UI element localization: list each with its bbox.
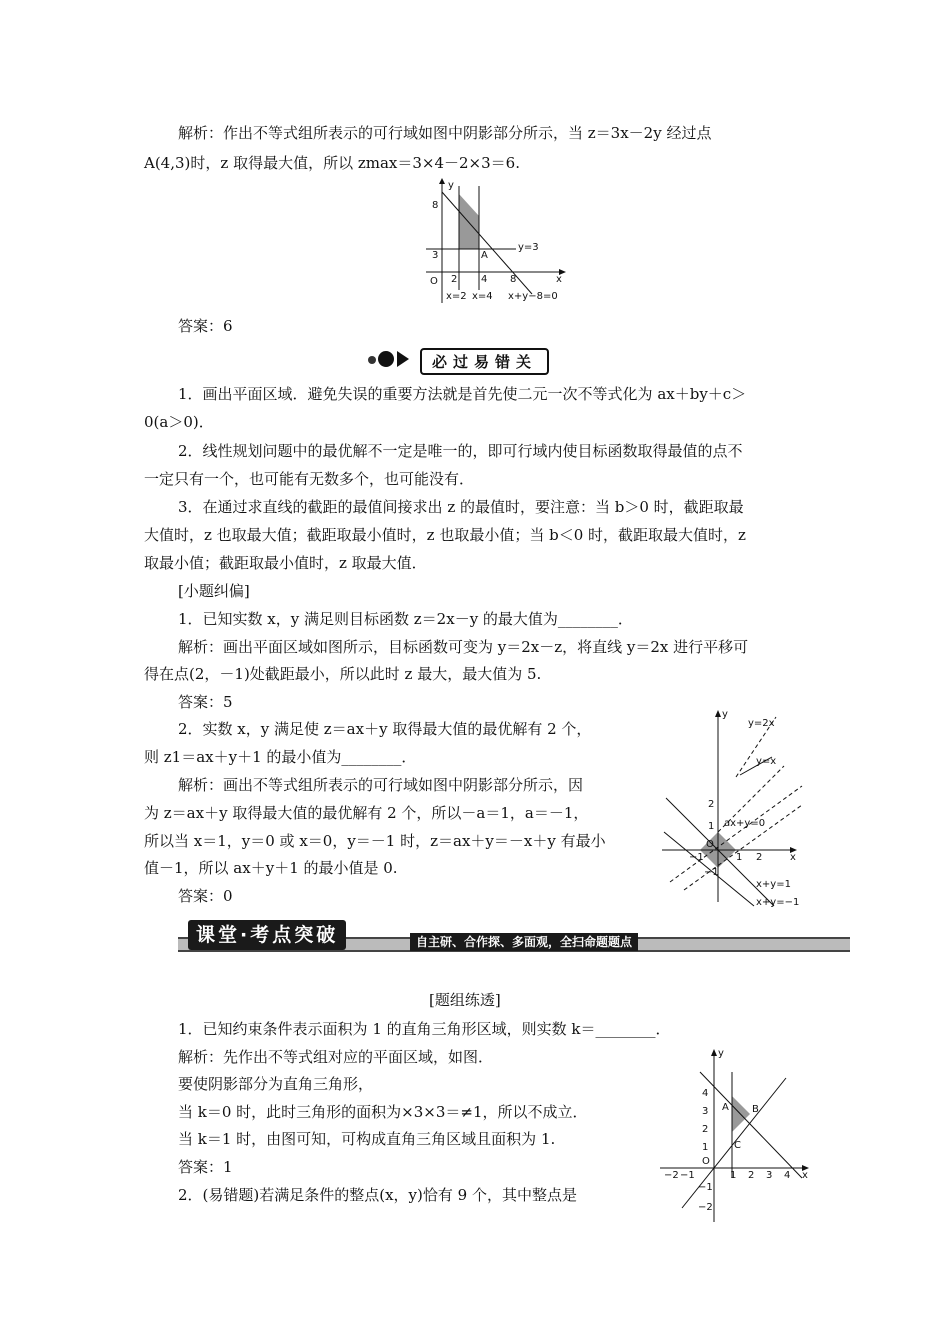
banner-title: 课堂·考点突破 — [188, 920, 346, 950]
tick-x-1: 1 — [730, 1170, 737, 1181]
banner-subtitle: 自主研、合作探、多面观，全扫命题题点 — [410, 933, 638, 951]
line-label-sum: x+y−8=0 — [508, 291, 558, 302]
tick-x-m1: −1 — [680, 1170, 695, 1181]
line-label-axy0: ax+y=0 — [724, 818, 766, 829]
mistake-3-line-1: 3．在通过求直线的截距的最值间接求出 z 的最值时，要注意：当 b＞0 时，截距取最 — [178, 498, 744, 516]
line-label-x4: x=4 — [472, 291, 493, 302]
tick-y-2: 2 — [702, 1124, 709, 1135]
group-s2: 要使阴影部分为直角三角形， — [178, 1075, 374, 1093]
tick-x-m1: −1 — [689, 852, 704, 863]
tick-x-2: 2 — [451, 274, 458, 285]
mistake-1-line-2: 0(a＞0)． — [144, 413, 214, 431]
x-axis-label: x — [556, 274, 562, 285]
point-b-label: B — [752, 1104, 759, 1115]
y-axis-label: y — [718, 1048, 724, 1059]
tick-x-1: 1 — [736, 852, 743, 863]
group-header: [题组练透] — [429, 991, 501, 1009]
tick-y-2: 2 — [708, 799, 715, 810]
tick-y-3: 3 — [432, 250, 439, 261]
mistake-1-line-1: 1．画出平面区域．避免失误的重要方法就是首先使二元一次不等式化为 ax＋by＋c＞ — [178, 385, 747, 403]
small-s2-line-4: 值－1，所以 ax＋y＋1 的最小值是 0. — [144, 859, 398, 877]
section-banner-mistakes — [368, 346, 628, 372]
mistake-3-line-3: 取最小值；截距取最小值时，z 取最大值． — [144, 554, 427, 572]
origin-label: O — [702, 1156, 710, 1167]
line-label-y3: y=3 — [518, 242, 539, 253]
line-label-xy1: x+y=1 — [756, 879, 791, 890]
group-q1: 1．已知约束条件表示面积为 1 的直角三角形区域，则实数 k＝________． — [178, 1020, 671, 1038]
tick-x-8: 8 — [510, 274, 517, 285]
tick-y-8: 8 — [432, 200, 439, 211]
x-axis-label: x — [802, 1170, 808, 1181]
small-q2-line-1: 2．实数 x，y 满足使 z＝ax＋y 取得最大值的最优解有 2 个， — [178, 720, 592, 738]
solution-line-2: A(4,3)时，z 取得最大值，所以 zmax＝3×4－2×3＝6. — [144, 154, 520, 172]
tick-x-m2: −2 — [664, 1170, 679, 1181]
small-q2-line-2: 则 z1＝ax＋y＋1 的最小值为________． — [144, 748, 417, 766]
solution-line-1: 解析：作出不等式组所表示的可行域如图中阴影部分所示，当 z＝3x－2y 经过点 — [178, 124, 712, 142]
group-a1: 答案：1 — [178, 1158, 233, 1176]
tick-y-m1: −1 — [698, 1182, 713, 1193]
group-q2: 2．(易错题)若满足条件的整点(x，y)恰有 9 个，其中整点是 — [178, 1186, 577, 1204]
tick-y-m2: −2 — [698, 1202, 713, 1213]
small-a1: 答案：5 — [178, 693, 233, 711]
figure-feasible-region-1 — [404, 178, 574, 306]
tick-y-3: 3 — [702, 1106, 709, 1117]
small-s2-line-2: 为 z＝ax＋y 取得最大值的最优解有 2 个，所以－a＝1，a＝－1， — [144, 804, 589, 822]
figure-feasible-region-3 — [656, 1048, 816, 1226]
y-axis-label: y — [448, 180, 454, 191]
line-label-xym1: x+y=−1 — [756, 897, 800, 908]
small-header: [小题纠偏] — [178, 582, 250, 600]
banner-label: 必过易错关 — [420, 348, 549, 375]
origin-label: O — [430, 276, 438, 287]
origin-label: O — [706, 839, 714, 850]
small-s2-line-1: 解析：画出不等式组所表示的可行域如图中阴影部分所示，因 — [178, 776, 584, 794]
tick-x-2: 2 — [756, 852, 763, 863]
mistake-2-line-1: 2．线性规划问题中的最优解不一定是唯一的，即可行域内使目标函数取得最值的点不 — [178, 442, 743, 460]
group-s4: 当 k＝1 时，由图可知，可构成直角三角区域且面积为 1. — [178, 1130, 556, 1148]
tick-x-3: 3 — [766, 1170, 773, 1181]
line-label-yx: y=x — [756, 756, 777, 767]
y-axis-label: y — [722, 709, 728, 720]
tick-y-m1: −1 — [704, 867, 719, 878]
small-s2-line-3: 所以当 x＝1，y＝0 或 x＝0，y＝－1 时，z＝ax＋y＝－x＋y 有最小 — [144, 832, 606, 850]
answer-1: 答案：6 — [178, 317, 233, 335]
small-s1-line-1: 解析：画出平面区域如图所示，目标函数可变为 y＝2x－z，将直线 y＝2x 进行平移可 — [178, 638, 749, 656]
mistake-2-line-2: 一定只有一个，也可能有无数多个，也可能没有． — [144, 470, 475, 488]
shaded-region — [459, 194, 479, 249]
point-a-label: A — [722, 1102, 729, 1113]
line-label-y2x: y=2x — [748, 718, 775, 729]
tick-x-2: 2 — [748, 1170, 755, 1181]
group-s3: 当 k＝0 时，此时三角形的面积为×3×3＝≠1，所以不成立． — [178, 1103, 588, 1121]
group-s1: 解析：先作出不等式组对应的平面区域，如图． — [178, 1048, 494, 1066]
tick-y-4: 4 — [702, 1088, 709, 1099]
section-banner-classroom — [178, 920, 850, 952]
small-q1: 1．已知实数 x，y 满足则目标函数 z＝2x－y 的最大值为________． — [178, 610, 633, 628]
tick-y-1: 1 — [708, 821, 715, 832]
mistake-3-line-2: 大值时，z 也取最大值；截距取最小值时，z 也取最小值；当 b＜0 时，截距取最大值时，z — [144, 526, 746, 544]
figure-feasible-region-2 — [656, 707, 806, 907]
tick-y-1: 1 — [702, 1142, 709, 1153]
tick-x-4: 4 — [481, 274, 488, 285]
tick-x-4: 4 — [784, 1170, 791, 1181]
x-axis-label: x — [790, 852, 796, 863]
line-label-x2: x=2 — [446, 291, 467, 302]
small-a2: 答案：0 — [178, 887, 233, 905]
point-a-label: A — [481, 250, 488, 261]
point-c-label: C — [734, 1140, 741, 1151]
small-s1-line-2: 得在点(2，－1)处截距最小，所以此时 z 最大，最大值为 5. — [144, 665, 542, 683]
